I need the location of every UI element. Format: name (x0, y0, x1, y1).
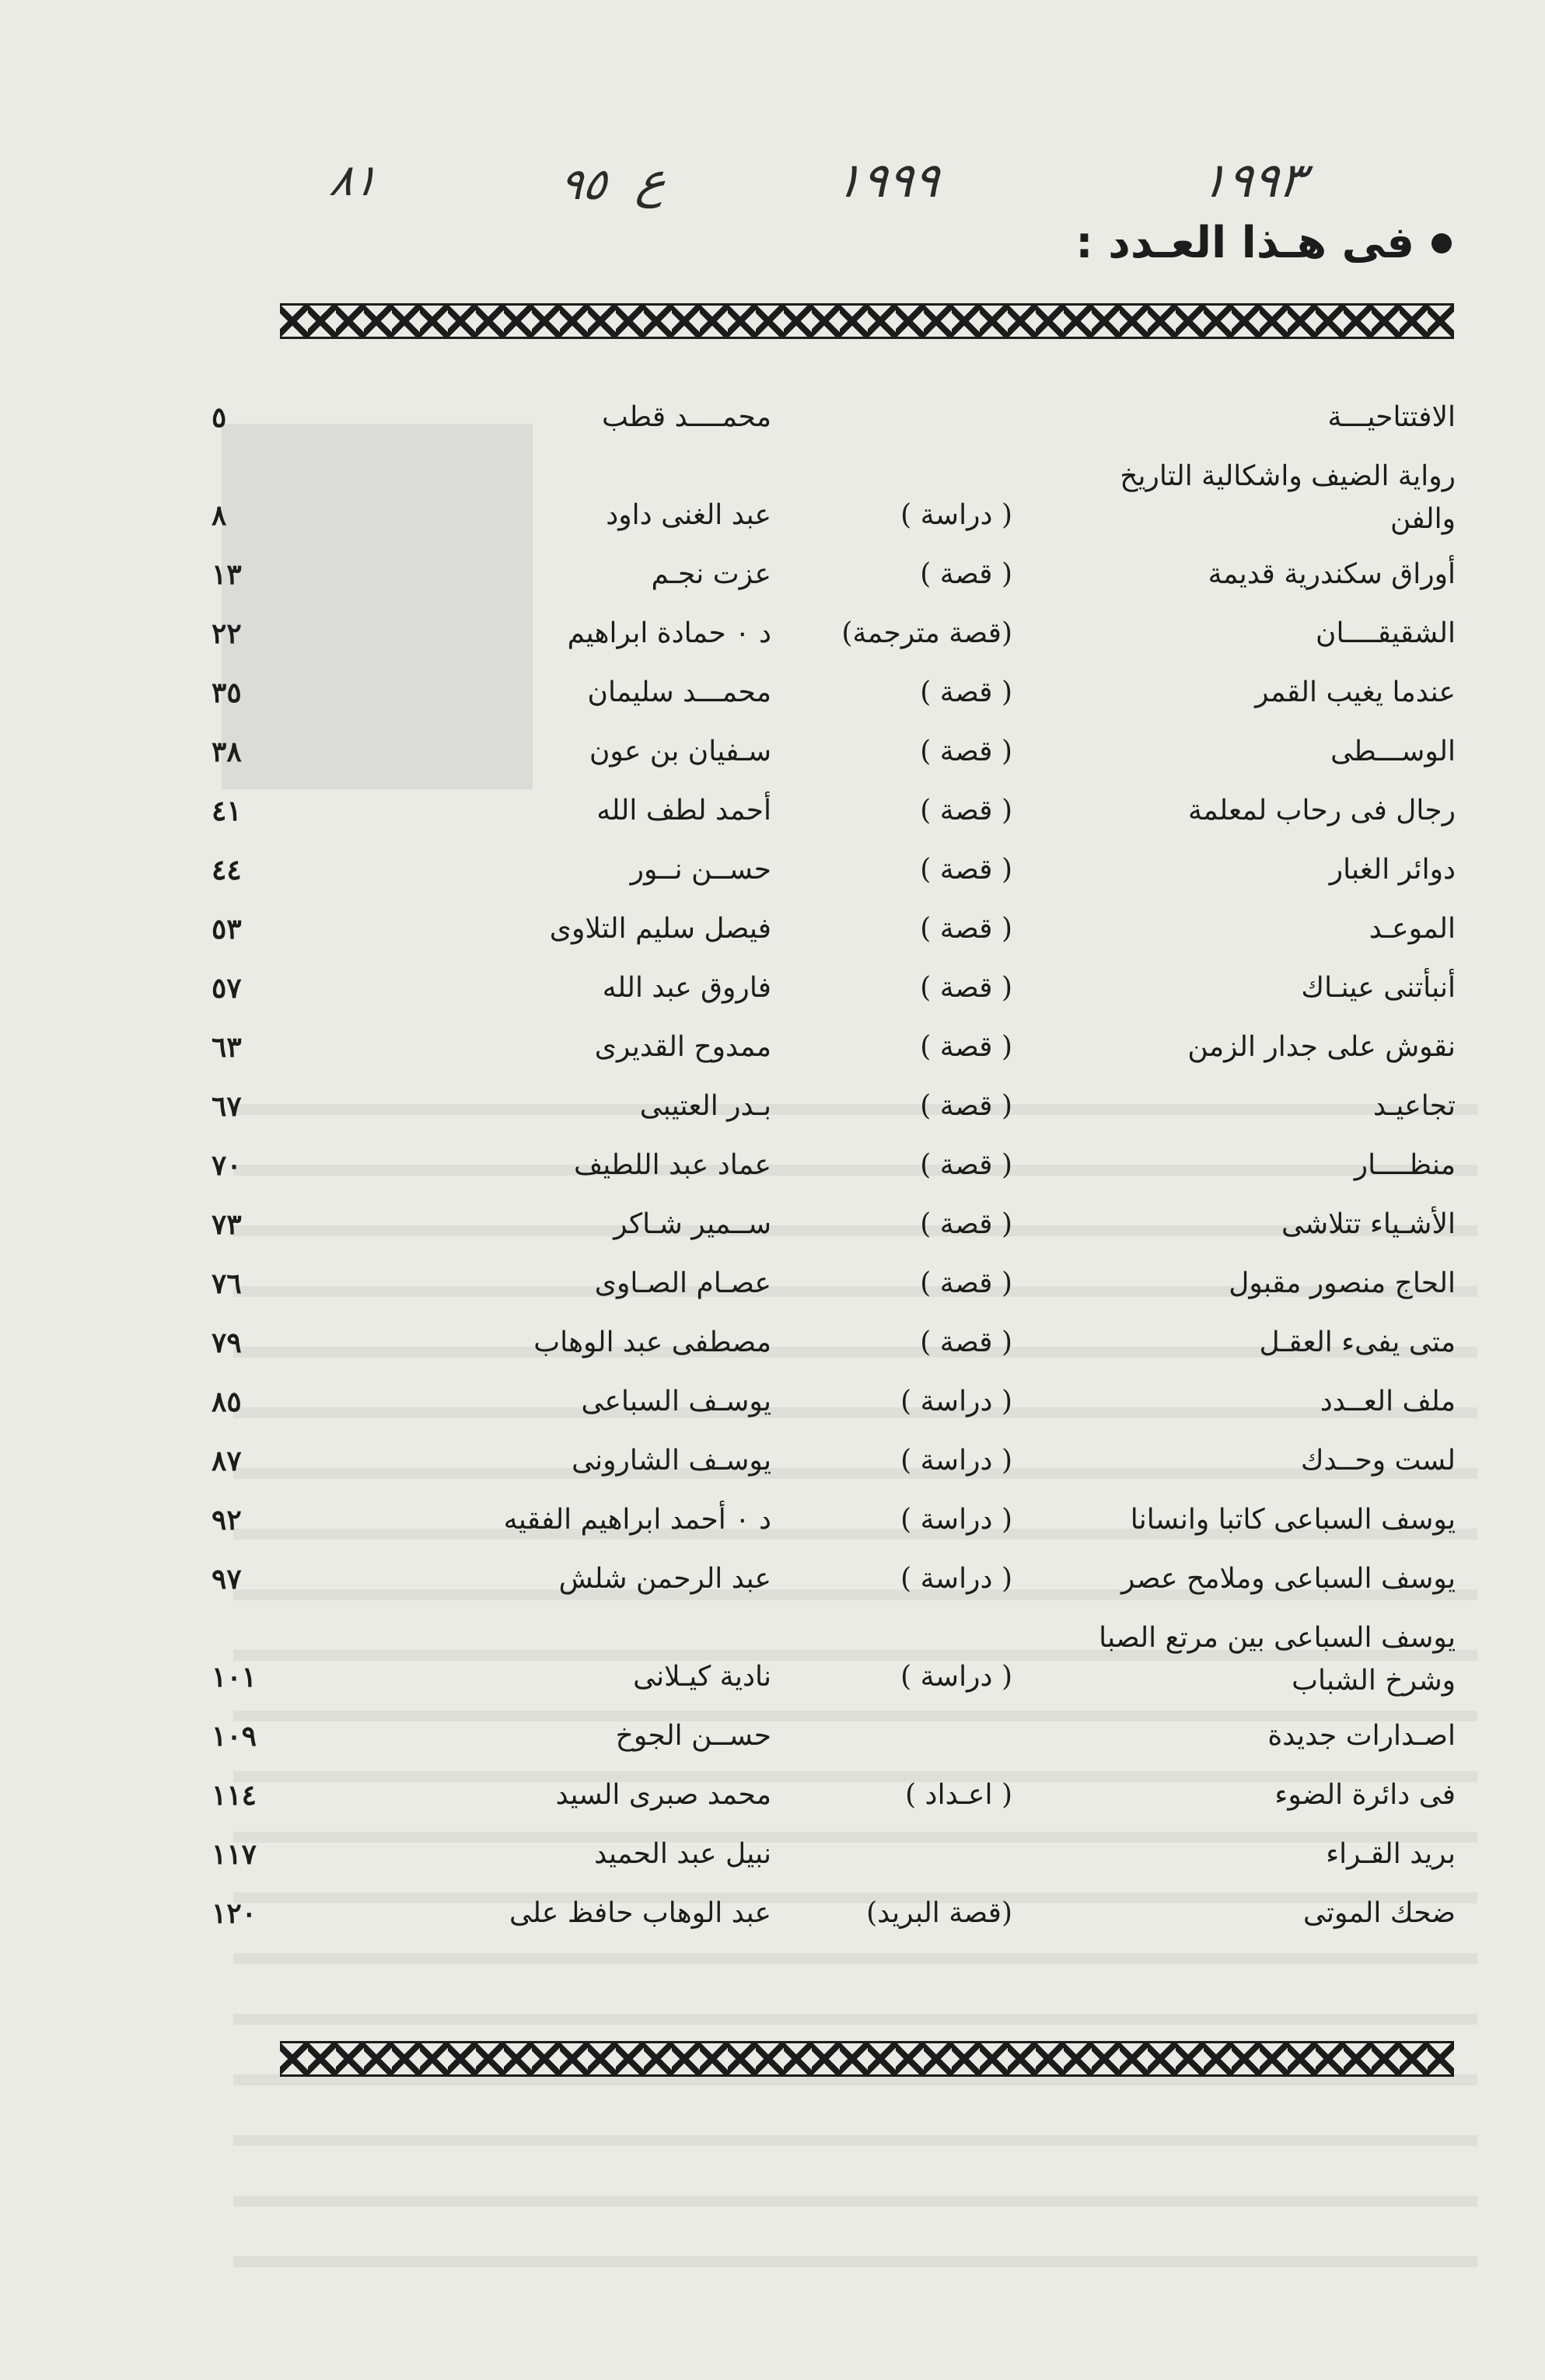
bullet-icon (1431, 233, 1452, 253)
toc-page-number: ٤٤ (211, 854, 242, 886)
toc-row (211, 1314, 1456, 1373)
toc-author: نبيل عبد الحميد (594, 1838, 771, 1870)
toc-author: عصـام الصـاوى (594, 1267, 771, 1299)
toc-author: يوسـف الشارونى (572, 1445, 771, 1477)
toc-type: ( قصة ) (920, 736, 1012, 767)
toc-page-number: ٣٨ (211, 736, 242, 768)
toc-page-number: ٤١ (211, 795, 242, 827)
toc-row (211, 1078, 1456, 1137)
toc-type: ( قصة ) (920, 1267, 1012, 1299)
toc-title (1320, 1386, 1456, 1417)
toc-author: يوسـف السباعى (581, 1386, 771, 1417)
toc-row (211, 664, 1456, 723)
toc-type: (قصة البريد) (866, 1897, 1012, 1929)
toc-row (211, 1432, 1456, 1491)
toc-type: ( قصة ) (920, 1090, 1012, 1122)
toc-title (1208, 558, 1456, 590)
toc-title-line: عندما يغيب القمر (1255, 676, 1456, 708)
toc-page-number: ٧٣ (211, 1208, 242, 1241)
toc-type: ( قصة ) (920, 913, 1012, 945)
toc-type: ( قصة ) (920, 854, 1012, 886)
handwritten-note-4: ٩٥ (556, 159, 610, 210)
toc-row (211, 1255, 1456, 1314)
toc-title-line: الحاج منصور مقبول (1229, 1267, 1456, 1299)
toc-page-number: ٧٦ (211, 1267, 242, 1300)
handwritten-note-1: ١٩٩٣ (1197, 152, 1309, 208)
toc-type: ( قصة ) (920, 558, 1012, 590)
toc-row (211, 1885, 1456, 1944)
toc-author: فاروق عبد الله (602, 972, 771, 1004)
toc-title (1354, 1149, 1456, 1181)
toc-page-number: ٦٧ (211, 1090, 242, 1123)
toc-title-line: يوسف السباعى بين مرتع الصبا (1099, 1622, 1456, 1654)
page-title: فى هـذا العـدد : (1075, 218, 1414, 268)
toc-author: د ٠ أحمد ابراهيم الفقيه (503, 1504, 771, 1536)
toc-title (1121, 1563, 1456, 1595)
toc-page-number: ٩٢ (211, 1504, 242, 1536)
toc-row (211, 1767, 1456, 1826)
toc-title-line: منظــــار (1354, 1149, 1456, 1181)
toc-author: بـدر العتيبى (639, 1090, 771, 1122)
toc-title-line: بريد القـراء (1326, 1838, 1456, 1870)
toc-author: أحمد لطف الله (596, 795, 771, 827)
toc-title (1316, 617, 1456, 649)
toc-title-line: رواية الضيف واشكالية التاريخ (1120, 460, 1456, 492)
toc-title-line: الشقيقــــان (1316, 617, 1456, 649)
toc-page-number: ٧٩ (211, 1326, 242, 1359)
toc-author: سـفيان بن عون (589, 736, 771, 767)
toc-author: عزت نجـم (651, 558, 771, 590)
toc-title (1330, 854, 1456, 886)
toc-type: ( قصة ) (920, 676, 1012, 708)
toc-row (211, 841, 1456, 900)
toc-title-line: اصـدارات جديدة (1267, 1720, 1456, 1752)
toc-title (1373, 1090, 1456, 1122)
toc-row (211, 1826, 1456, 1885)
toc-type: (قصة مترجمة) (841, 617, 1012, 649)
toc-type: ( قصة ) (920, 1149, 1012, 1181)
toc-row (211, 959, 1456, 1019)
toc-author: عماد عبد اللطيف (574, 1149, 771, 1181)
toc-row (211, 723, 1456, 782)
toc-row (211, 1609, 1456, 1707)
toc-title-line: متى يفىء العقـل (1259, 1326, 1456, 1358)
toc-title-line-2: وشرخ الشباب (1292, 1665, 1456, 1697)
toc-page-number: ٨٧ (211, 1445, 242, 1477)
toc-author: محمـــد سليمان (587, 676, 771, 708)
toc-title-line: دوائر الغبار (1329, 854, 1456, 886)
toc-title-line: يوسف السباعى وملامح عصر (1120, 1563, 1456, 1595)
toc-type: ( دراسة ) (900, 1504, 1012, 1536)
toc-author: حســن الجوخ (615, 1720, 771, 1752)
toc-row (211, 900, 1456, 959)
decorative-border-bottom (280, 2041, 1454, 2077)
toc-page-number: ٥ (211, 401, 227, 434)
toc-row (211, 1137, 1456, 1196)
toc-title (1229, 1267, 1456, 1299)
toc-type: ( اعـداد ) (905, 1779, 1012, 1811)
toc-author: نادية كيـلانى (633, 1661, 771, 1693)
toc-title (1259, 1326, 1456, 1358)
toc-page-number: ٨٥ (211, 1386, 242, 1418)
toc-type: ( قصة ) (920, 972, 1012, 1004)
toc-title (1369, 913, 1456, 945)
decorative-border-top (280, 303, 1454, 339)
table-of-contents (211, 389, 1456, 1944)
toc-page-number: ٥٧ (211, 972, 242, 1005)
toc-row (211, 546, 1456, 605)
toc-title-line-2: والفن (1390, 503, 1456, 535)
handwritten-note-3: ع (633, 152, 671, 208)
toc-title (1099, 1622, 1456, 1697)
toc-page-number: ١٠٩ (211, 1720, 257, 1753)
handwritten-note-5: ٨١ (327, 156, 381, 206)
toc-title (1120, 460, 1456, 535)
toc-row (211, 1550, 1456, 1609)
toc-title (1281, 1208, 1456, 1240)
toc-type: ( دراسة ) (900, 499, 1012, 531)
toc-author: عبد الرحمن شلش (558, 1563, 771, 1595)
toc-title (1187, 1031, 1456, 1063)
toc-title-line: أنبأتنى عينـاك (1301, 972, 1456, 1004)
toc-title (1301, 1445, 1456, 1477)
toc-page-number: ١٢٠ (211, 1897, 257, 1930)
toc-type: ( دراسة ) (900, 1445, 1012, 1477)
toc-page-number: ٨ (211, 499, 227, 532)
toc-page-number: ٩٧ (211, 1563, 242, 1595)
toc-author: ممدوح القديرى (594, 1031, 771, 1063)
toc-row (211, 448, 1456, 546)
toc-page-number: ١١٧ (211, 1838, 257, 1871)
toc-title-line: ضحك الموتى (1303, 1897, 1456, 1929)
toc-author: محمــــد قطب (602, 401, 771, 433)
toc-page-number: ٢٢ (211, 617, 242, 650)
toc-title (1267, 1720, 1456, 1752)
toc-title (1330, 736, 1456, 767)
page-heading (1075, 218, 1452, 268)
toc-type: ( قصة ) (920, 1031, 1012, 1063)
toc-title-line: يوسف السباعى كاتبا وانسانا (1130, 1504, 1456, 1536)
toc-type: ( قصة ) (920, 1326, 1012, 1358)
toc-page-number: ٧٠ (211, 1149, 242, 1182)
toc-title (1131, 1504, 1456, 1536)
toc-author: مصطفى عبد الوهاب (533, 1326, 771, 1358)
toc-title-line: الموعـد (1368, 913, 1456, 945)
toc-row (211, 1491, 1456, 1550)
toc-author: محمد صبرى السيد (555, 1779, 771, 1811)
toc-title-line: أوراق سكندرية قديمة (1208, 558, 1456, 590)
toc-title-line: الافتتاحيـــة (1327, 401, 1456, 433)
toc-row (211, 389, 1456, 448)
toc-row (211, 1373, 1456, 1432)
toc-row (211, 1196, 1456, 1255)
toc-type: ( دراسة ) (900, 1563, 1012, 1595)
toc-title-line: الوســـطى (1330, 736, 1456, 767)
toc-title-line: لست وحــدك (1300, 1445, 1456, 1477)
toc-page-number: ١٠١ (211, 1661, 257, 1693)
toc-author: عبد الغنى داود (606, 499, 771, 531)
toc-title (1326, 1838, 1456, 1870)
toc-title (1303, 1897, 1456, 1929)
toc-title (1188, 795, 1456, 827)
toc-author: ســمير شـاكر (613, 1208, 771, 1240)
toc-author: حســن نــور (630, 854, 771, 886)
toc-title-line: رجال فى رحاب لمعلمة (1188, 795, 1456, 827)
toc-page-number: ٦٣ (211, 1031, 242, 1064)
toc-author: عبد الوهاب حافظ على (509, 1897, 771, 1929)
toc-title-line: الأشـياء تتلاشى (1281, 1208, 1456, 1240)
toc-type: ( دراسة ) (900, 1386, 1012, 1417)
toc-author: د ٠ حمادة ابراهيم (567, 617, 771, 649)
toc-title-line: تجاعيـد (1372, 1090, 1456, 1122)
toc-page-number: ٣٥ (211, 676, 242, 709)
toc-row (211, 1707, 1456, 1767)
handwritten-note-2: ١٩٩٩ (831, 152, 944, 208)
toc-page-number: ٥٣ (211, 913, 242, 945)
toc-title (1301, 972, 1456, 1004)
toc-author: فيصل سليم التلاوى (549, 913, 771, 945)
toc-title-line: ملف العــدد (1320, 1386, 1456, 1417)
toc-type: ( قصة ) (920, 795, 1012, 827)
toc-title (1274, 1779, 1456, 1811)
toc-page-number: ١٣ (211, 558, 242, 591)
toc-row (211, 605, 1456, 664)
toc-page-number: ١١٤ (211, 1779, 257, 1812)
toc-type: ( قصة ) (920, 1208, 1012, 1240)
toc-title (1328, 401, 1456, 433)
toc-row (211, 782, 1456, 841)
toc-title-line: نقوش على جدار الزمن (1187, 1031, 1456, 1063)
toc-row (211, 1019, 1456, 1078)
toc-type: ( دراسة ) (900, 1661, 1012, 1693)
toc-title-line: فى دائرة الضوء (1274, 1779, 1456, 1811)
toc-title (1255, 676, 1456, 708)
